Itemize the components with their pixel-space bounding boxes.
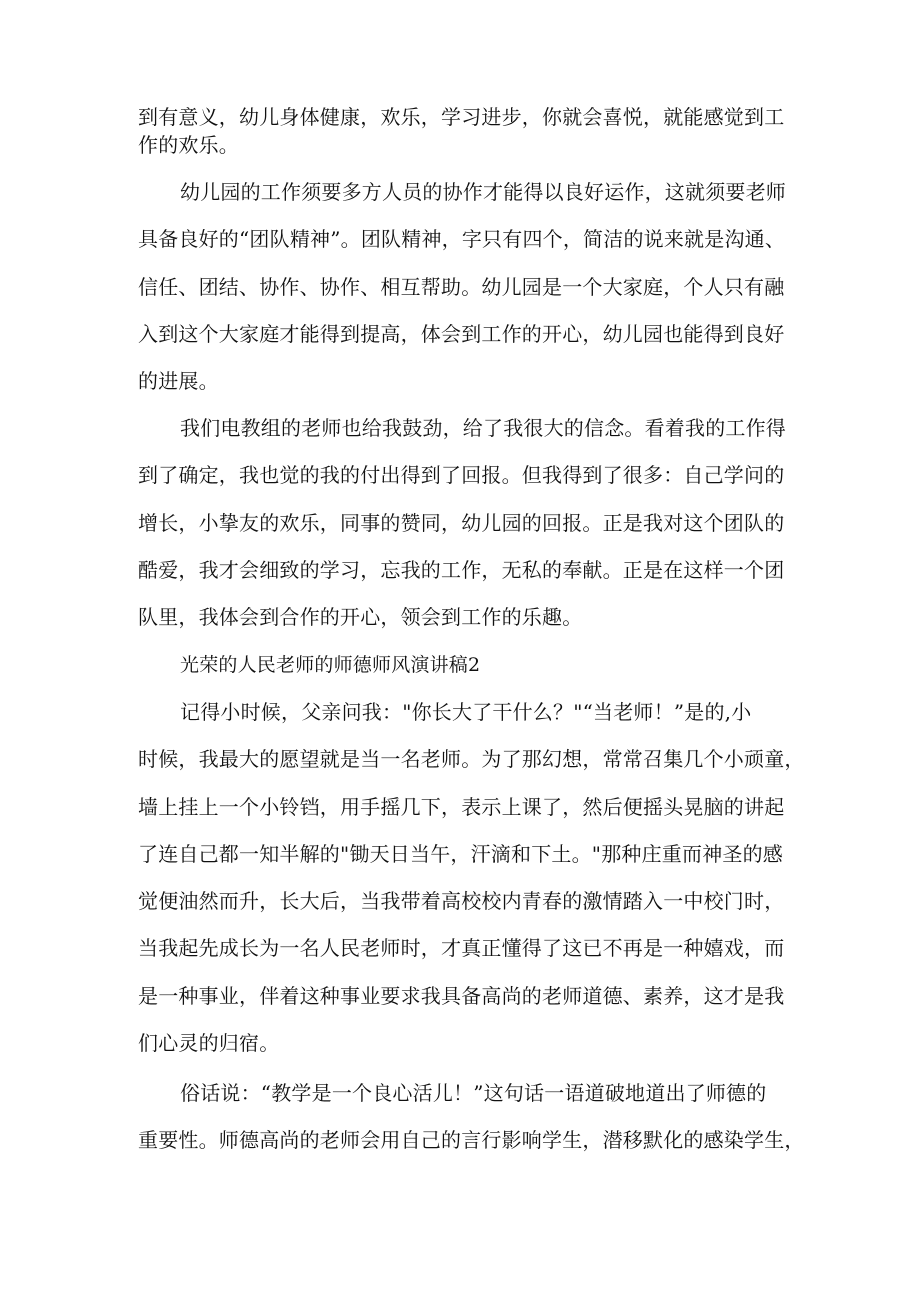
text-line: 入到这个大家庭才能得到提高，体会到工作的开心，幼儿园也能得到良好 [138, 322, 785, 346]
text-line: 重要性。师德高尚的老师会用自己的言行影响学生，潜移默化的感染学生， [138, 1128, 805, 1152]
text-line: 增长，小挚友的欢乐，同事的赞同，幼儿园的回报。正是我对这个团队的 [138, 511, 785, 535]
text-line: 队里，我体会到合作的开心，领会到工作的乐趣。 [138, 605, 583, 629]
text-line: 当我起先成长为一名人民老师时，才真正懂得了这已不再是一种嬉戏，而 [138, 936, 785, 960]
paragraph-first-line: 幼儿园的工作须要多方人员的协作才能得以良好运作，这就须要老师 [180, 180, 786, 204]
text-line: 觉便油然而升，长大后，当我带着高校校内青春的激情踏入一中校门时， [138, 889, 785, 913]
paragraph-first-line: 我们电教组的老师也给我鼓劲，给了我很大的信念。看着我的工作得 [180, 416, 786, 440]
section-heading: 光荣的人民老师的师德师风演讲稿2 [180, 654, 481, 676]
paragraph-first-line: 记得小时候，父亲问我："你长大了干什么？"“当老师！”是的,小 [180, 700, 752, 724]
text-line: 酷爱，我才会细致的学习，忘我的工作，无私的奉献。正是在这样一个团 [138, 558, 785, 582]
text-line: 是一种事业，伴着这种事业要求我具备高尚的老师道德、素养，这才是我 [138, 984, 785, 1008]
text-line: 时候，我最大的愿望就是当一名老师。为了那幻想，常常召集几个小顽童， [138, 747, 805, 771]
text-line: 了连自己都一知半解的"锄天日当午，汗滴和下土。"那种庄重而神圣的感 [138, 842, 783, 866]
text-line: 信任、团结、协作、协作、相互帮助。幼儿园是一个大家庭，个人只有融 [138, 275, 785, 299]
text-line: 们心灵的归宿。 [138, 1031, 280, 1055]
text-line: 作的欢乐。 [138, 133, 239, 157]
text-line: 具备良好的“团队精神”。团队精神，字只有四个，简洁的说来就是沟通、 [138, 227, 786, 251]
paragraph-first-line: 俗话说：“教学是一个良心活儿！”这句话一语道破地道出了师德的 [180, 1081, 767, 1105]
text-line: 到了确定，我也觉的我的付出得到了回报。但我得到了很多：自己学问的 [138, 463, 785, 487]
text-line: 到有意义，幼儿身体健康，欢乐，学习进步，你就会喜悦，就能感觉到工 [138, 105, 785, 129]
text-line: 墙上挂上一个小铃铛，用手摇几下，表示上课了，然后便摇头晃脑的讲起 [138, 795, 785, 819]
text-line: 的进展。 [138, 369, 219, 393]
